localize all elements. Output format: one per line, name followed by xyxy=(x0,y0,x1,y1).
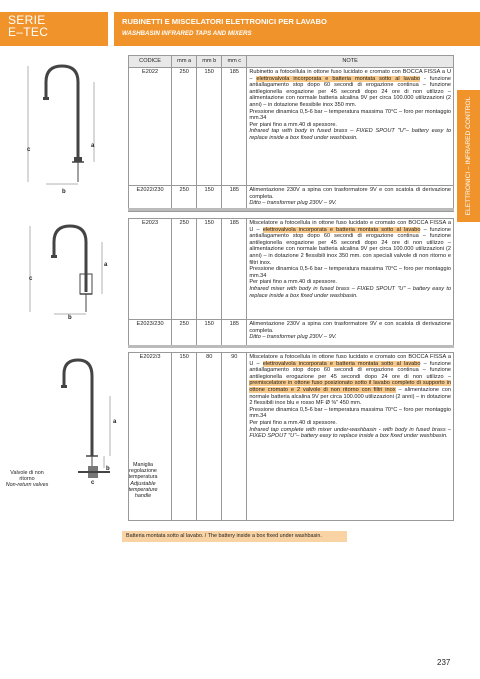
dim-c-label: c xyxy=(29,276,33,282)
table-group-3 xyxy=(128,352,454,521)
cell-code: E2022/230 xyxy=(129,186,172,212)
page-number: 237 xyxy=(437,658,451,667)
handle-caption-en: Adjustable temperature handle xyxy=(128,480,158,500)
valve-caption-en: Non-return valves xyxy=(5,482,49,489)
page-header xyxy=(114,12,480,46)
page-subtitle: WASHBASIN INFRARED TAPS AND MIXERS xyxy=(122,30,252,37)
note-text: Miscelatore a fotocellula in ottone fuso lucidato e cromato con BOCCA FISSA a U – xyxy=(249,354,451,367)
cell-a: 250 xyxy=(172,219,197,320)
series-badge xyxy=(0,12,108,46)
tap-e2022-diagram xyxy=(20,62,120,202)
cell-a: 250 xyxy=(172,320,197,346)
cell-a: 250 xyxy=(172,68,197,186)
dim-b-label: b xyxy=(68,315,72,321)
dim-b-label: b xyxy=(106,466,110,472)
side-tab-label: ELETTRONICI – INFRARED CONTROL xyxy=(465,96,472,216)
note-text: – alimentazione con normale batteria alcalina 9V per circa 100.000 utilizzazioni (2 anni) – in dotazione 2 flessibili inox blu e rosso MF Ø ⅜" 450 mm. Pressione dinamica 0,5-6 bar – temperatura massima 70°C – foro per montaggio mm.34 Per piani fino a mm.40 di spessore. xyxy=(249,386,451,426)
note-text: – funzione antiallagamento stop dopo 60 secondi di erogazione continua – funzione antilegionella erogazione per 45 secondi dopo 24 ore di non utilizzo – xyxy=(249,360,451,380)
note-text: Miscelatore a fotocellula in ottone fuso lucidato e cromato con BOCCA FISSA a U – xyxy=(249,220,451,233)
table-header-row xyxy=(129,56,454,68)
cell-b: 150 xyxy=(197,219,222,320)
note-text: - funzione antiallagamento stop dopo 60 secondi di erogazione continua – funzione antilegionella erogazione per 45 secondi dopo 24 ore di non utilizzo – alimentazione con normale batteria alcalina 9V per circa 100.000 utilizzazioni (2 anni) – in dotazione flessibile inox 350 mm. Pressione dinamica 0,5-6 bar – temperatura massima 70°C – foro per montaggio mm.34 Per piani fino a mm.40 di spessore. xyxy=(249,75,451,128)
dim-c-label: c xyxy=(27,147,31,153)
note-text: Alimentazione 230V a spina con trasformatore 9V e con scatola di derivazione completa. xyxy=(249,187,451,200)
cell-c: 185 xyxy=(222,320,247,346)
section-divider xyxy=(128,345,454,348)
cell-code: E2022/3 xyxy=(129,353,172,521)
section-divider xyxy=(128,208,454,211)
dim-b-label: b xyxy=(62,189,66,195)
cell-c: 90 xyxy=(222,353,247,521)
col-a: mm a xyxy=(172,56,197,68)
note-english: Infrared tap with body in fused brass – FIXED SPOUT "U"– battery easy to replace inside a box fixed under washbasin. xyxy=(249,128,451,141)
page-title: RUBINETTI E MISCELATORI ELETTRONICI PER LAVABO xyxy=(122,17,327,26)
table-group-2 xyxy=(128,218,454,346)
table-row xyxy=(129,68,454,186)
note-highlight: elettrovalvola incorporata e batteria montata sotto al lavabo xyxy=(262,360,421,367)
side-tab xyxy=(457,90,480,222)
cell-note xyxy=(247,219,454,320)
cell-code: E2023 xyxy=(129,219,172,320)
col-code: CODICE xyxy=(129,56,172,68)
cell-a: 250 xyxy=(172,186,197,212)
series-line-1: SERIE xyxy=(8,13,46,27)
dim-a-label: a xyxy=(91,143,95,149)
cell-code: E2023/230 xyxy=(129,320,172,346)
col-note: NOTE xyxy=(247,56,454,68)
cell-b: 150 xyxy=(197,320,222,346)
cell-a: 150 xyxy=(172,353,197,521)
cell-b: 80 xyxy=(197,353,222,521)
cell-b: 150 xyxy=(197,186,222,212)
note-english: Ditto – transformer plug 230V – 9V. xyxy=(249,200,337,207)
cell-b: 150 xyxy=(197,68,222,186)
footnote: Batteria montata sotto al lavabo. / The battery inside a box fixed under washbasin. xyxy=(126,533,322,539)
note-english: Ditto – transformer plug 230V – 9V. xyxy=(249,334,337,341)
table-row xyxy=(129,353,454,521)
note-highlight: elettrovalvola incorporata e batteria montata sotto al lavabo xyxy=(262,226,421,233)
valve-caption xyxy=(4,470,50,489)
series-label xyxy=(8,14,48,38)
cell-note xyxy=(247,320,454,346)
note-english: Infrared mixer with body in fused brass – FIXED SPOUT "U" – battery easy to replace inside a box fixed under washbasin. xyxy=(249,285,451,299)
cell-c: 185 xyxy=(222,219,247,320)
table-row xyxy=(129,219,454,320)
table-group-1 xyxy=(128,55,454,212)
cell-note xyxy=(247,68,454,186)
dim-a-label: a xyxy=(104,262,108,268)
cell-code: E2022 xyxy=(129,68,172,186)
table-row xyxy=(129,320,454,346)
dim-a-label: a xyxy=(113,419,117,425)
series-line-2: E–TEC xyxy=(8,25,49,39)
note-highlight: elettrovalvola incorporata e batteria montata sotto al lavabo xyxy=(256,75,421,82)
cell-note xyxy=(247,353,454,521)
dim-c-label: c xyxy=(91,480,95,486)
handle-caption-it: Maniglia regolazione temperatura xyxy=(128,462,158,481)
cell-c: 185 xyxy=(222,186,247,212)
footnote-box xyxy=(122,531,347,542)
note-text: – funzione antiallagamento stop dopo 60 secondi di erogazione continua – funzione antilegionella erogazione per 45 secondi dopo 24 ore di non utilizzo – alimentazione con normale batteria alcalina 9V per circa 100.000 utilizzazioni (2 anni) – in dotazione 2 flessibili inox 350 mm. con speciali valvole di non ritorno e filtri inox. Pressione dinamica 0,5-6 bar – temperatura massima 70°C – foro per montaggio mm.34 Per piani fino a mm.40 di spessore. xyxy=(249,226,451,286)
col-b: mm b xyxy=(197,56,222,68)
note-text: Alimentazione 230V a spina con trasformatore 9V e con scatola di derivazione completa. xyxy=(249,321,451,334)
note-english: Infrared tap complete with mixer under-washbasin - with body in fused brass – FIXED SPOUT "U"– battery easy to replace inside a box fixed under washbasin. xyxy=(249,426,451,440)
cell-c: 185 xyxy=(222,68,247,186)
col-c: mm c xyxy=(222,56,247,68)
valve-caption-it: Valvole di non ritorno xyxy=(10,470,44,483)
note-highlight: premiscelatore in ottone fuso posizionato sotto il lavabo completo di supporto in ottone cromato e 2 valvole di non ritorno con filtri inox xyxy=(249,380,451,393)
note-text: Rubinetto a fotocellula in ottone fuso lucidato e cromato con BOCCA FISSA a U – xyxy=(249,69,451,82)
